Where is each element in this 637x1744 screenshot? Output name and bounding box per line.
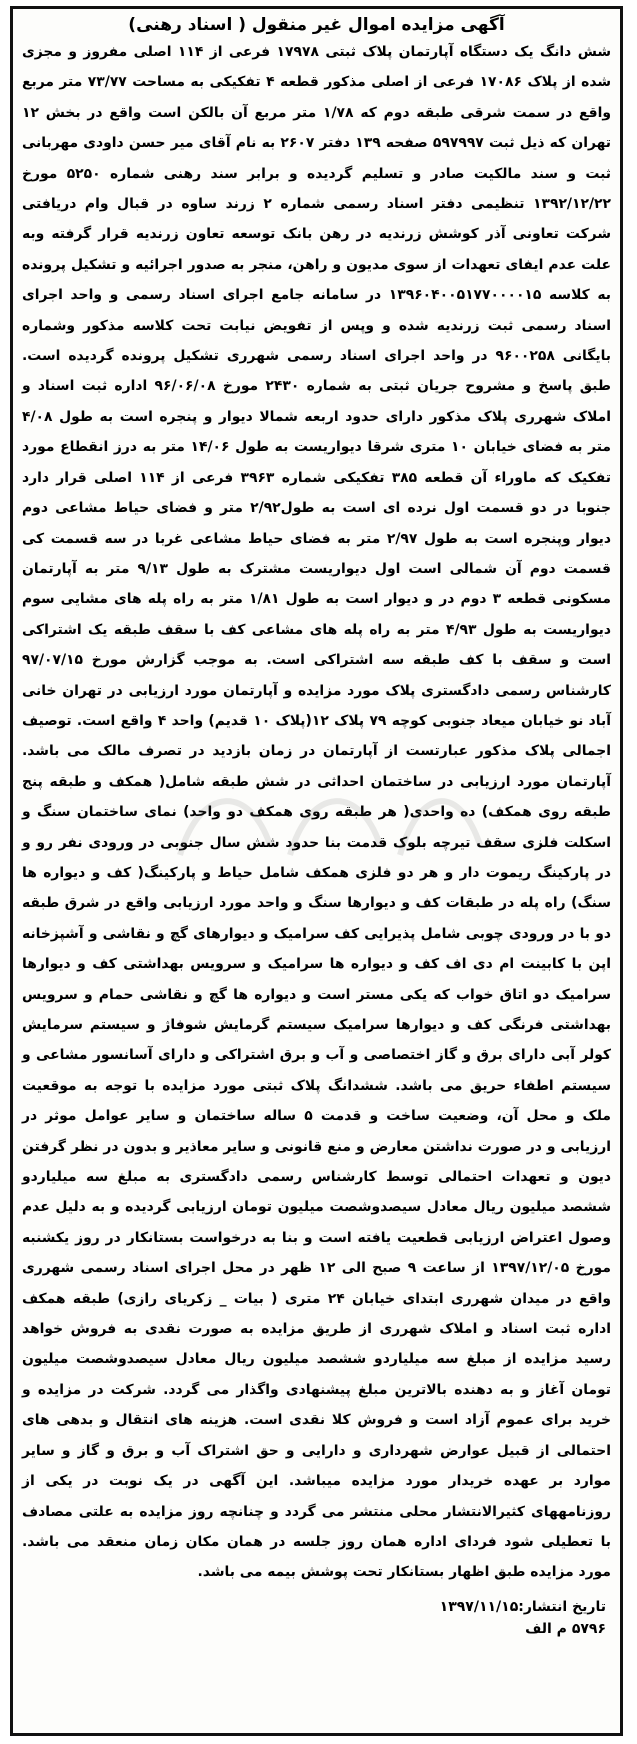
notice-code: ۵۷۹۶ م الف bbox=[525, 1620, 606, 1637]
notice-title: آگهی مزایده اموال غیر منقول ( اسناد رهنی) bbox=[128, 15, 505, 35]
notice-frame bbox=[10, 6, 623, 1736]
notice-footer bbox=[27, 1596, 606, 1640]
notice-body: شش دانگ یک دستگاه آپارتمان پلاک ثبتی ۱۷۹۷۸ فرعی از ۱۱۴ اصلی مفروز و مجزی شده از پلاک ۱۷۰۸۶ فرعی از اصلی مذکور قطعه ۴ تفکیکی به مساحت ۷۳/۷۷ متر مربع واقع در سمت شرقی طبقه دوم که ۱/۷۸ متر مربع آن بالکن است واقع در بخش ۱۲ تهران که ذیل ثبت ۵۹۷۹۹۷ صفحه ۱۳۹ دفتر ۲۶۰۷ به نام آقای میر حسن داودی مهربانی ثبت و سند مالکیت صادر و تسلیم گردیده و برابر سند رهنی شماره ۵۲۵۰ مورخ ۱۳۹۲/۱۲/۲۲ تنظیمی دفتر اسناد رسمی شماره ۲ زرند ساوه در قبال وام دریافتی شرکت تعاونی آذر کوشش زرندیه در رهن بانک توسعه تعاون زرندیه قرار گرفته وبه علت عدم ایفای تعهدات از سوی مدیون و راهن، منجر به صدور اجرائیه و تشکیل پرونده به کلاسه ۱۳۹۶۰۴۰۰۵۱۷۷۰۰۰۰۱۵ در سامانه جامع اجرای اسناد رسمی و واحد اجرای اسناد رسمی ثبت زرندیه شده و وپس از تفویض نیابت تحت کلاسه مذکور وشماره بایگانی ۹۶۰۰۲۵۸ در واحد اجرای اسناد رسمی شهرری تشکیل پرونده گردیده است. طبق پاسخ و مشروح جریان ثبتی به شماره ۲۴۳۰ مورخ ۹۶/۰۶/۰۸ اداره ثبت اسناد و املاک شهرری پلاک مذکور دارای حدود اربعه شمالا دیوار و پنجره است به طول ۴/۰۸ متر به فضای خیابان ۱۰ متری شرقا دیواریست به طول ۱۴/۰۶ متر به درز انقطاع مورد تفکیک که ماوراء آن قطعه ۳۸۵ تفکیکی شماره ۳۹۶۳ فرعی از ۱۱۴ اصلی قرار دارد جنوبا در دو قسمت اول نرده ای است به طول۲/۹۲ متر و فضای حیاط مشاعی دوم دیوار وپنجره است به طول ۲/۹۷ متر به فضای حیاط مشاعی غربا در سه قسمت کی قسمت دوم آن شمالی است اول دیواریست مشترک به طول ۹/۱۳ متر به آپارتمان مسکونی قطعه ۳ دوم در و دیوار است به طول ۱/۸۱ متر به راه پله های مشایی سوم دیواریست به طول ۴/۹۳ متر به راه پله های مشاعی کف با سقف طبقه یک اشتراکی است و سقف با کف طبقه سه اشتراکی است. به موجب گزارش مورخ ۹۷/۰۷/۱۵ کارشناس رسمی دادگستری پلاک مورد مزایده و آپارتمان مورد ارزیابی در تهران خانی آباد نو خیابان میعاد جنوبی کوچه ۷۹ پلاک ۱۲(پلاک ۱۰ قدیم) واحد ۴ واقع است. توصیف اجمالی پلاک مذکور عبارتست از آپارتمان در زمان بازدید در تصرف مالک می باشد. آپارتمان مورد ارزیابی در ساختمان احداثی در شش طبقه شامل( همکف و طبقه پنج طبقه روی همکف) ده واحدی( هر طبقه روی همکف دو واحد) نمای ساختمان سنگ و اسکلت فلزی سقف تیرچه بلوک قدمت بنا حدود شش سال جنوبی در ورودی نفر رو و در پارکینگ ریموت دار و هر دو فلزی همکف شامل حیاط و پارکینگ( کف و دیواره ها سنگ) راه پله در طبقات کف و دیوارها سنگ و واحد مورد ارزیابی واقع در شرق طبقه دو با در ورودی چوبی شامل پذیرایی کف سرامیک و دیوارهای گچ و نقاشی و آشپزخانه اپن با کابینت ام دی اف کف و دیواره ها سرامیک و سرویس بهداشتی کف و دیوارها سرامیک دو اتاق خواب که یکی مستر است و دیواره ها گچ و نقاشی حمام و سرویس بهداشتی فرنگی کف و دیوارها سرامیک سیستم گرمایش شوفاژ و سیستم سرمایش کولر آبی دارای برق و گاز اختصاصی و آب و برق اشتراکی و دارای آسانسور مشاعی و سیستم اطفاء حریق می باشد. ششدانگ پلاک ثبتی مورد مزایده با توجه به موقعیت ملک و محل آن، وضعیت ساخت و قدمت ۵ ساله ساختمان و سایر عوامل موثر در ارزیابی و در صورت نداشتن معارض و منع قانونی و سایر معاذیر و بدون در نظر گرفتن دیون و تعهدات احتمالی توسط کارشناس رسمی دادگستری به مبلغ سه میلیاردو ششصد میلیون ریال معادل سیصدوشصت میلیون تومان ارزیابی گردیده و به دلیل عدم وصول اعتراض ارزیابی قطعیت یافته است و بنا به درخواست بستانکار در روز یکشنبه مورخ ۱۳۹۷/۱۲/۰۵ از ساعت ۹ صبح الی ۱۲ ظهر در محل اجرای اسناد رسمی شهرری واقع در میدان شهرری ابتدای خیابان ۲۴ متری ( بیات _ زکریای رازی) طبقه همکف اداره ثبت اسناد و املاک شهرری از طریق مزایده به صورت نقدی به فروش خواهد رسید مزایده از مبلغ سه میلیاردو ششصد میلیون ریال معادل سیصدوشصت میلیون تومان آغاز و به دهنده بالاترین مبلغ پیشنهادی واگذار می گردد. شرکت در مزایده و خرید برای عموم آزاد است و فروش کلا نقدی است. هزینه های انتقال و بدهی های احتمالی از قبیل عوارض شهرداری و دارایی و حق اشتراک آب و برق و گاز و سایر موارد بر عهده خریدار مورد مزایده میباشد. این آگهی در یک نوبت در یکی از روزنامههای کثیرالانتشار محلی منتشر می گردد و چنانچه روز مزایده به علتی مصادف با تعطیلی شود فردای اداره همان روز جلسه در همان مکان زمان منعقد می باشد. مورد مزایده طبق اظهار بستانکار تحت پوشش بیمه می باشد. bbox=[22, 44, 612, 1581]
publish-date: تاریخ انتشار:۱۳۹۷/۱۱/۱۵ bbox=[439, 1598, 606, 1615]
